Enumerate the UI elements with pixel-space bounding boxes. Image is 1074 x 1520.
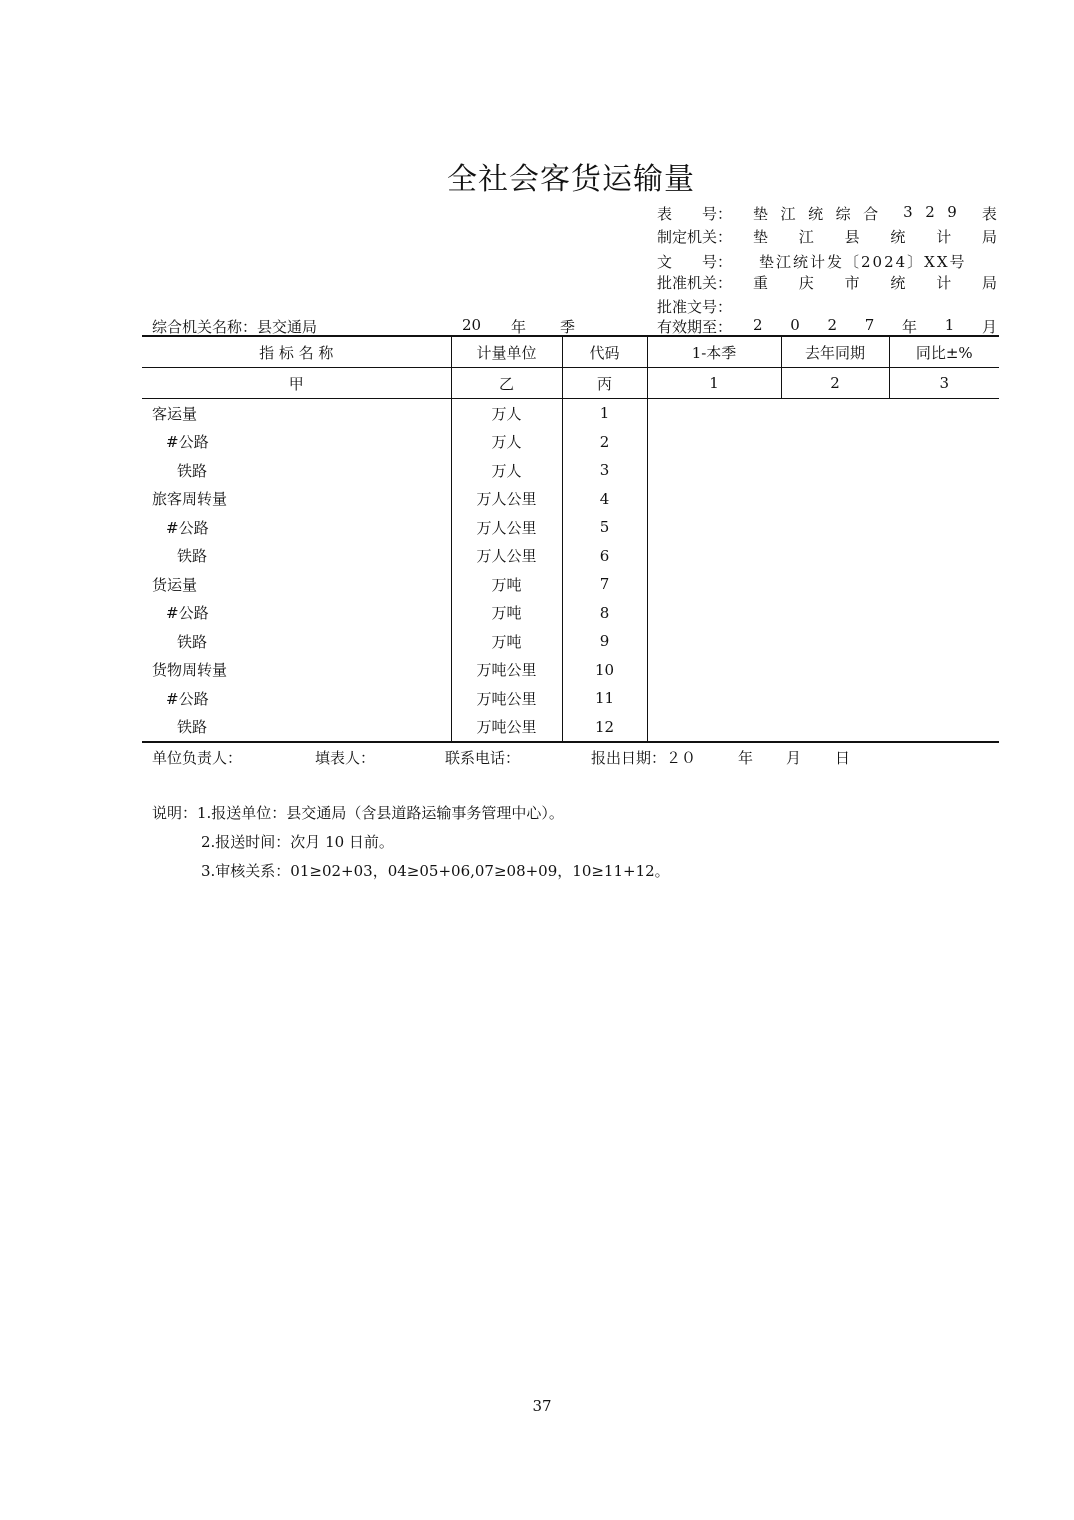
meta-value: 垫江统计发〔2024〕XX号 xyxy=(759,253,967,271)
row-code: 2 xyxy=(562,428,647,457)
footer-unit-leader: 单位负责人： xyxy=(152,749,243,767)
header-code: 代码 xyxy=(562,336,647,368)
statistics-form-table xyxy=(142,335,999,743)
row-value-current[interactable] xyxy=(647,713,781,743)
row-unit: 万人 xyxy=(451,428,562,457)
meta-label: 有效期至： xyxy=(657,318,733,336)
row-value-current[interactable] xyxy=(647,599,781,628)
row-value-current[interactable] xyxy=(647,513,781,542)
row-value-current[interactable] xyxy=(647,428,781,457)
period-year-label: 年 xyxy=(511,318,527,336)
row-code: 4 xyxy=(562,485,647,514)
row-unit: 万吨 xyxy=(451,599,562,628)
row-value-yoy[interactable] xyxy=(889,599,999,628)
row-indicator-name: 铁路 xyxy=(177,547,208,566)
footer-report-date: 报出日期：２０ xyxy=(591,749,697,767)
note-item: 3.审核关系：01≥02+03，04≥05+06,07≥08+09，10≥11+12。 xyxy=(201,862,670,880)
row-value-current[interactable] xyxy=(647,656,781,685)
row-unit: 万吨公里 xyxy=(451,713,562,743)
table-row xyxy=(142,713,999,743)
row-value-last-year[interactable] xyxy=(781,542,889,571)
document-title: 全社会客货运输量 xyxy=(447,162,695,197)
row-unit: 万吨公里 xyxy=(451,684,562,713)
footer-date-day: 日 xyxy=(835,749,851,767)
row-unit: 万吨 xyxy=(451,627,562,656)
table-row xyxy=(142,399,999,428)
period-season-label: 季 xyxy=(560,318,576,336)
meta-label: 文 号： xyxy=(657,253,733,271)
table-row xyxy=(142,428,999,457)
meta-value: 垫 江 县 统 计 局 xyxy=(753,228,997,246)
row-value-yoy[interactable] xyxy=(889,713,999,743)
row-indicator-name: 铁路 xyxy=(177,718,208,737)
row-indicator-name: 铁路 xyxy=(177,632,208,651)
row-indicator-name: #公路 xyxy=(166,433,209,452)
row-value-last-year[interactable] xyxy=(781,599,889,628)
table-row xyxy=(142,599,999,628)
row-unit: 万人公里 xyxy=(451,485,562,514)
row-unit: 万人 xyxy=(451,399,562,428)
row-value-last-year[interactable] xyxy=(781,428,889,457)
header-unit: 计量单位 xyxy=(451,336,562,368)
table-row xyxy=(142,456,999,485)
notes-block xyxy=(152,803,670,890)
meta-label: 批准机关： xyxy=(657,274,733,292)
row-value-yoy[interactable] xyxy=(889,570,999,599)
row-value-yoy[interactable] xyxy=(889,399,999,428)
row-indicator-name: 货运量 xyxy=(152,575,198,594)
meta-row-form-number xyxy=(657,203,997,225)
row-unit: 万吨公里 xyxy=(451,656,562,685)
note-item: 说明：1.报送单位：县交通局（含县道路运输事务管理中心）。 xyxy=(152,804,564,822)
footer-date-month: 月 xyxy=(786,749,802,767)
row-indicator-name: #公路 xyxy=(166,689,209,708)
row-value-current[interactable] xyxy=(647,570,781,599)
header-last-year-same-period: 去年同期 xyxy=(781,336,889,368)
row-indicator-name: 旅客周转量 xyxy=(152,490,228,509)
row-value-last-year[interactable] xyxy=(781,713,889,743)
row-indicator-name: #公路 xyxy=(166,518,209,537)
meta-value: 2 0 2 7 年 1 月 xyxy=(753,316,997,336)
row-value-current[interactable] xyxy=(647,399,781,428)
meta-row-document-number xyxy=(657,251,997,273)
row-indicator-name: 客运量 xyxy=(152,404,198,423)
row-value-yoy[interactable] xyxy=(889,456,999,485)
row-code: 1 xyxy=(562,399,647,428)
org-name-label: 综合机关名称：县交通局 xyxy=(152,318,318,336)
row-code: 10 xyxy=(562,656,647,685)
table-row xyxy=(142,485,999,514)
row-code: 9 xyxy=(562,627,647,656)
table-header-row xyxy=(142,336,999,368)
table-row xyxy=(142,656,999,685)
row-value-yoy[interactable] xyxy=(889,428,999,457)
row-code: 12 xyxy=(562,713,647,743)
page-number: 37 xyxy=(532,1397,552,1415)
row-value-last-year[interactable] xyxy=(781,485,889,514)
row-code: 8 xyxy=(562,599,647,628)
row-code: 7 xyxy=(562,570,647,599)
meta-value: 重 庆 市 统 计 局 xyxy=(753,274,997,292)
row-value-last-year[interactable] xyxy=(781,570,889,599)
header-indicator-name: 指 标 名 称 xyxy=(142,336,451,368)
row-indicator-name: #公路 xyxy=(166,604,209,623)
row-value-last-year[interactable] xyxy=(781,456,889,485)
row-value-last-year[interactable] xyxy=(781,399,889,428)
meta-label: 表 号： xyxy=(657,205,733,223)
row-code: 5 xyxy=(562,513,647,542)
row-value-current[interactable] xyxy=(647,542,781,571)
row-value-yoy[interactable] xyxy=(889,542,999,571)
row-unit: 万吨 xyxy=(451,570,562,599)
row-value-last-year[interactable] xyxy=(781,627,889,656)
row-value-yoy[interactable] xyxy=(889,513,999,542)
row-indicator-name: 货物周转量 xyxy=(152,661,228,680)
meta-value: 垫 江 统 综 合 3 2 9 表 xyxy=(753,203,997,223)
row-value-current[interactable] xyxy=(647,485,781,514)
row-code: 6 xyxy=(562,542,647,571)
row-value-current[interactable] xyxy=(647,627,781,656)
table-row xyxy=(142,684,999,713)
subheader-name: 甲 xyxy=(142,368,451,399)
row-value-last-year[interactable] xyxy=(781,684,889,713)
meta-label: 制定机关： xyxy=(657,228,733,246)
row-value-last-year[interactable] xyxy=(781,656,889,685)
subheader-col2: 2 xyxy=(781,368,889,399)
row-value-yoy[interactable] xyxy=(889,627,999,656)
row-unit: 万人公里 xyxy=(451,513,562,542)
meta-label: 批准文号： xyxy=(657,298,733,316)
note-item: 2.报送时间：次月 10 日前。 xyxy=(201,833,394,851)
footer-date-year: 年 xyxy=(738,749,754,767)
period-year-prefix: 20 xyxy=(462,316,482,334)
row-value-last-year[interactable] xyxy=(781,513,889,542)
header-yoy-change: 同比±% xyxy=(889,336,999,368)
table-row xyxy=(142,627,999,656)
meta-row-issuing-agency xyxy=(657,226,997,248)
row-code: 11 xyxy=(562,684,647,713)
row-value-current[interactable] xyxy=(647,684,781,713)
subheader-col1: 1 xyxy=(647,368,781,399)
table-row xyxy=(142,542,999,571)
row-value-current[interactable] xyxy=(647,456,781,485)
row-indicator-name: 铁路 xyxy=(177,461,208,480)
meta-row-approval-number xyxy=(657,296,997,318)
table-row xyxy=(142,513,999,542)
subheader-unit: 乙 xyxy=(451,368,562,399)
subheader-code: 丙 xyxy=(562,368,647,399)
row-code: 3 xyxy=(562,456,647,485)
subheader-col3: 3 xyxy=(889,368,999,399)
row-value-yoy[interactable] xyxy=(889,656,999,685)
row-value-yoy[interactable] xyxy=(889,485,999,514)
row-unit: 万人公里 xyxy=(451,542,562,571)
footer-contact-phone: 联系电话： xyxy=(445,749,521,767)
row-value-yoy[interactable] xyxy=(889,684,999,713)
footer-form-filler: 填表人： xyxy=(315,749,376,767)
table-subheader-row xyxy=(142,368,999,399)
header-current-quarter: 1-本季 xyxy=(647,336,781,368)
table-row xyxy=(142,570,999,599)
row-unit: 万人 xyxy=(451,456,562,485)
meta-row-approval-agency xyxy=(657,272,997,294)
